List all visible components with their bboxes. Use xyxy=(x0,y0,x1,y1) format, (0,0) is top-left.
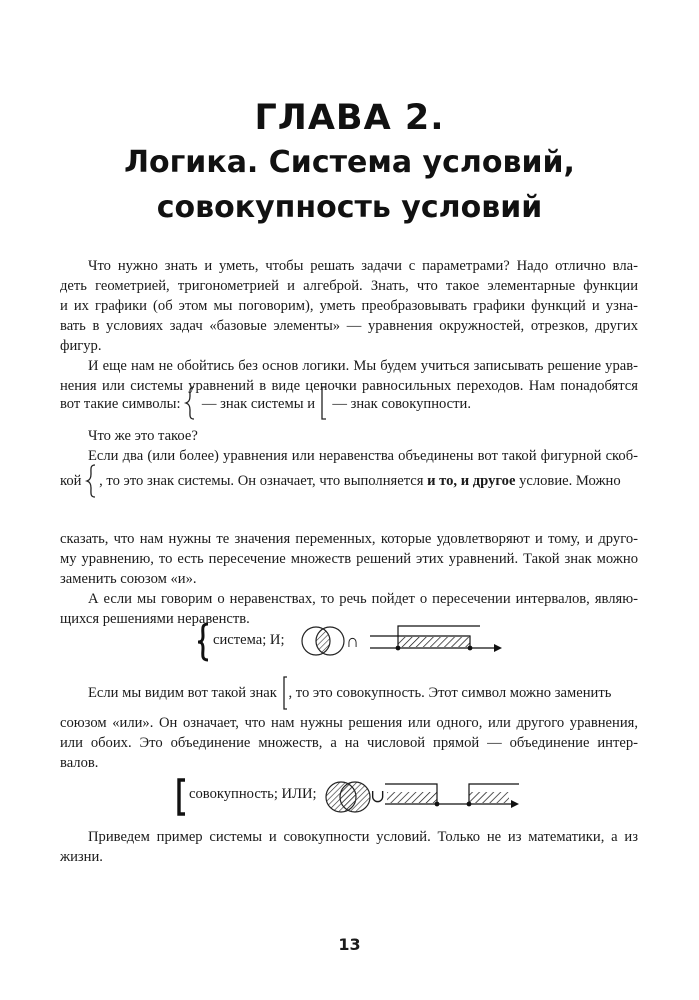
paragraph-1-line: деть геометрией, тригонометрией и алгеброй. Знать, что такое элементарные функции xyxy=(60,278,638,294)
paragraph-4-line: Если два (или более) уравнения или неравенства объединены вот такой фигурной скоб- xyxy=(88,448,638,464)
brace-line-text-a: кой xyxy=(60,473,82,489)
symbols-text-a: вот такие символы: xyxy=(60,396,181,412)
union-symbol: ∪ xyxy=(370,786,386,806)
bracket-line-text-b: , то это совокупность. Этот символ можно заменить xyxy=(288,685,612,701)
square-bracket-large-icon xyxy=(175,778,187,816)
paragraph-1-line: Что нужно знать и уметь, чтобы решать задачи с параметрами? Надо отлично вла- xyxy=(88,258,638,274)
curly-brace-large-icon xyxy=(197,622,211,662)
curly-brace-symbol xyxy=(85,472,99,492)
symbols-text-b: — знак системы и xyxy=(201,396,316,412)
venn-intersection-icon xyxy=(292,625,352,665)
brace-line-text-c: условие. Можно xyxy=(519,473,621,489)
paragraph-4-line: сказать, что нам нужны те значения переменных, которые удовлетворяют и тому, и друго- xyxy=(60,531,638,547)
bracket-line-text-a: Если мы видим вот такой знак xyxy=(88,685,277,701)
square-bracket-symbol xyxy=(319,395,329,415)
fig1-label: система; И; xyxy=(213,632,285,648)
fig2-label: совокупность; ИЛИ; xyxy=(189,786,317,802)
paragraph-2-line: нения или системы уравнений в виде цепочки равносильных переходов. Нам понадобятся xyxy=(60,378,638,394)
paragraph-5-line: щихся решениями неравенств. xyxy=(60,611,250,627)
brace-line-text-b: , то это знак системы. Он означает, что выполняется xyxy=(99,473,424,489)
paragraph-7-line: Приведем пример системы и совокупности условий. Только не из математики, а из xyxy=(88,829,638,845)
chapter-title-line-1: Логика. Система условий, xyxy=(124,145,575,180)
paragraph-6-line: валов. xyxy=(60,755,99,771)
symbols-line xyxy=(60,394,471,415)
paragraph-4-brace-line xyxy=(60,471,638,492)
paragraph-2-line: И еще нам не обойтись без основ логики. Мы будем учиться записывать решение урав- xyxy=(88,358,638,374)
paragraph-5-line: А если мы говорим о неравенствах, то речь пойдет о пересечении интервалов, являю- xyxy=(88,591,638,607)
paragraph-1-line: вать в условиях задач «базовые элементы» — уравнения окружностей, отрезков, других xyxy=(60,318,638,334)
intersection-symbol: ∩ xyxy=(346,631,359,651)
paragraph-4-line: заменить союзом «и». xyxy=(60,571,197,587)
chapter-title-line-2: совокупность условий xyxy=(156,190,543,225)
paragraph-1-line: фигур. xyxy=(60,338,102,354)
paragraph-3: Что же это такое? xyxy=(88,428,198,444)
number-line-union-icon xyxy=(385,780,525,816)
paragraph-1-line: и их графики (об этом мы поговорим), уметь преобразовывать графики функций и узна- xyxy=(60,298,638,314)
paragraph-6-line: или обоих. Это объединение множеств, а на числовой прямой — объединение интер- xyxy=(60,735,638,751)
paragraph-4-line: му уравнению, то есть пересечение множеств решений этих уравнений. Такой знак можно xyxy=(60,551,638,567)
bold-phrase: и то, и другое xyxy=(427,473,516,489)
curly-brace-symbol xyxy=(184,395,198,415)
paragraph-7-line: жизни. xyxy=(60,849,103,865)
square-bracket-symbol xyxy=(281,684,289,704)
symbols-text-c: — знак совокупности. xyxy=(332,396,471,412)
chapter-number: ГЛАВА 2. xyxy=(254,98,445,138)
page-number: 13 xyxy=(338,935,361,954)
paragraph-6-bracket-line xyxy=(60,683,638,704)
number-line-intersection-icon xyxy=(370,622,510,662)
paragraph-6-line: союзом «или». Он означает, что нам нужны решения или одного, или другого уравнения, xyxy=(60,715,638,731)
